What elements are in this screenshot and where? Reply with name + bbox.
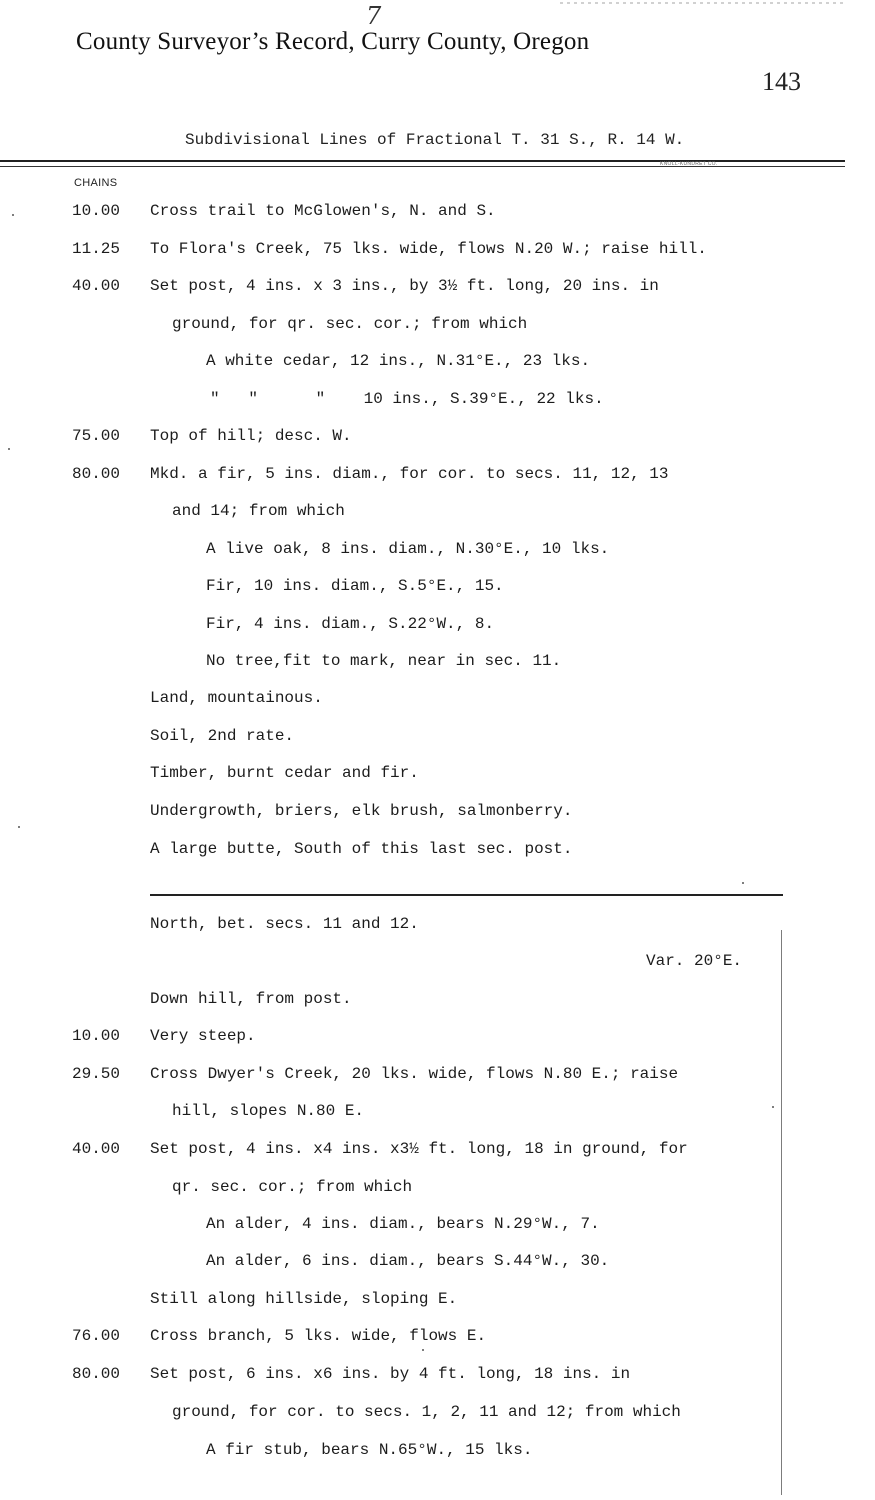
record-title: County Surveyor’s Record, Curry County, Oregon xyxy=(76,28,590,55)
printer-mark: KNOLL-KUNDRET CO. xyxy=(660,161,718,167)
entry-text: ground, for cor. to secs. 1, 2, 11 and 12; from which xyxy=(172,1403,681,1421)
chain-value: 10.00 xyxy=(72,202,121,220)
entry-text: A large butte, South of this last sec. post. xyxy=(150,840,573,858)
section-divider xyxy=(150,894,783,896)
entry-text: hill, slopes N.80 E. xyxy=(172,1102,365,1120)
entry-text: An alder, 4 ins. diam., bears N.29°W., 7. xyxy=(206,1215,600,1233)
header-rule-thick xyxy=(0,160,845,162)
chain-value: 75.00 xyxy=(72,427,121,445)
entry-text: " " " 10 ins., S.39°E., 22 lks. xyxy=(210,390,604,408)
entry-text: Fir, 10 ins. diam., S.5°E., 15. xyxy=(206,577,504,595)
scan-speck xyxy=(422,1349,424,1351)
entry-text: qr. sec. cor.; from which xyxy=(172,1178,413,1196)
top-edge-speckle xyxy=(560,2,845,4)
chain-value: 10.00 xyxy=(72,1027,121,1045)
entry-text: and 14; from which xyxy=(172,502,345,520)
right-margin-line xyxy=(781,930,782,1495)
entry-text: Still along hillside, sloping E. xyxy=(150,1290,458,1308)
variation-text: Var. 20°E. xyxy=(646,952,743,970)
entry-text: Timber, burnt cedar and fir. xyxy=(150,764,419,782)
entry-text: Set post, 4 ins. x4 ins. x3½ ft. long, 18 in ground, for xyxy=(150,1140,688,1158)
scan-speck xyxy=(12,214,14,216)
entry-text: Down hill, from post. xyxy=(150,990,352,1008)
entry-text: Land, mountainous. xyxy=(150,689,323,707)
entry-text: An alder, 6 ins. diam., bears S.44°W., 30. xyxy=(206,1252,610,1270)
entry-text: Set post, 6 ins. x6 ins. by 4 ft. long, 18 ins. in xyxy=(150,1365,631,1383)
entry-text: A live oak, 8 ins. diam., N.30°E., 10 lks. xyxy=(206,540,610,558)
entry-text: North, bet. secs. 11 and 12. xyxy=(150,915,419,933)
entry-text: ground, for qr. sec. cor.; from which xyxy=(172,315,528,333)
scan-speck xyxy=(8,448,10,450)
scan-speck xyxy=(772,1106,774,1108)
chain-value: 11.25 xyxy=(72,240,121,258)
page-number: 143 xyxy=(762,67,801,96)
header-rule-thin xyxy=(0,166,845,167)
entry-text: Cross Dwyer's Creek, 20 lks. wide, flows N.80 E.; raise xyxy=(150,1065,679,1083)
entry-text: Set post, 4 ins. x 3 ins., by 3½ ft. long, 20 ins. in xyxy=(150,277,659,295)
chain-value: 80.00 xyxy=(72,465,121,483)
entry-text: Fir, 4 ins. diam., S.22°W., 8. xyxy=(206,615,495,633)
entry-text: Undergrowth, briers, elk brush, salmonberry. xyxy=(150,802,573,820)
handwritten-number: 7 xyxy=(366,2,382,30)
chain-value: 29.50 xyxy=(72,1065,121,1083)
entry-text: Very steep. xyxy=(150,1027,256,1045)
entry-text: Soil, 2nd rate. xyxy=(150,727,295,745)
entry-text: Cross branch, 5 lks. wide, flows E. xyxy=(150,1327,487,1345)
chain-value: 76.00 xyxy=(72,1327,121,1345)
chain-value: 40.00 xyxy=(72,277,121,295)
scan-speck xyxy=(18,826,20,828)
entry-text: To Flora's Creek, 75 lks. wide, flows N.20 W.; raise hill. xyxy=(150,240,707,258)
scan-speck xyxy=(742,882,744,884)
chains-column-header: CHAINS xyxy=(74,177,118,189)
entry-text: No tree,fit to mark, near in sec. 11. xyxy=(206,652,562,670)
entry-text: Top of hill; desc. W. xyxy=(150,427,352,445)
entry-text: A fir stub, bears N.65°W., 15 lks. xyxy=(206,1441,533,1459)
chain-value: 80.00 xyxy=(72,1365,121,1383)
entry-text: Cross trail to McGlowen's, N. and S. xyxy=(150,202,496,220)
chain-value: 40.00 xyxy=(72,1140,121,1158)
subtitle: Subdivisional Lines of Fractional T. 31 S., R. 14 W. xyxy=(185,131,685,149)
entry-text: Mkd. a fir, 5 ins. diam., for cor. to secs. 11, 12, 13 xyxy=(150,465,669,483)
entry-text: A white cedar, 12 ins., N.31°E., 23 lks. xyxy=(206,352,591,370)
